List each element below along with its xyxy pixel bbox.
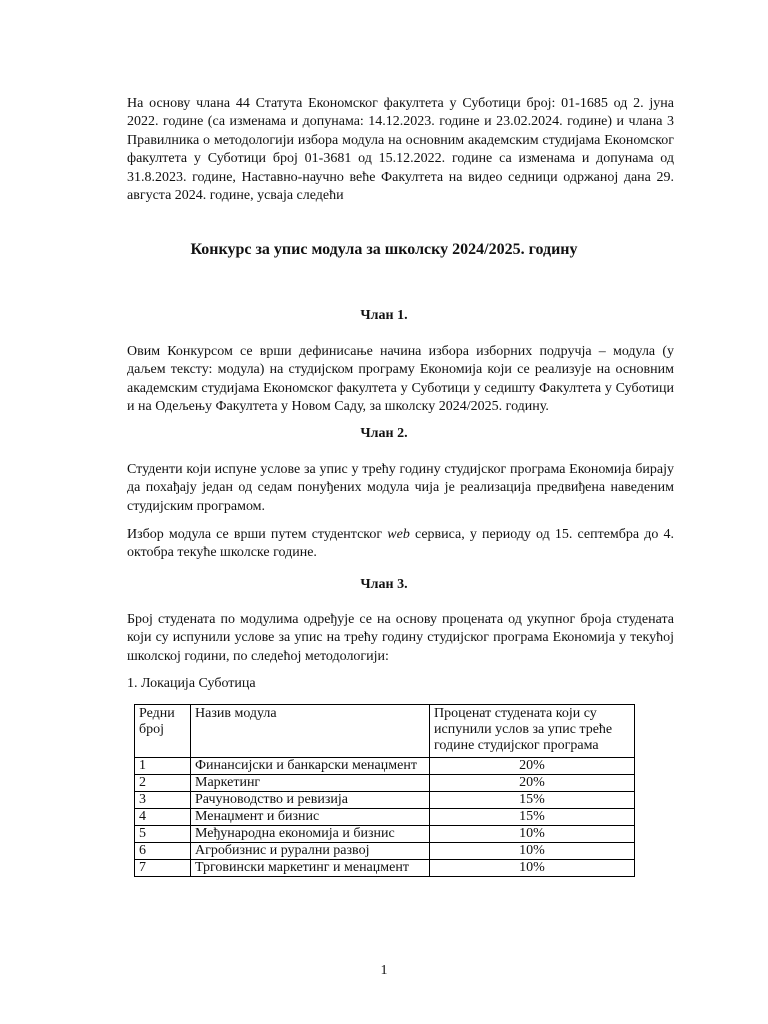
preamble-paragraph: На основу члана 44 Статута Економског факултета у Суботици број: 01-1685 од 2. јуна 2022. године (са изменама и допунама: 14.12.2023. године и 23.02.2024. године) и члана 3 Правилника о методологији избора модула на основним академским студијама Економског факултета у Суботици број 01-3681 од 15.12.2022. године са изменама и допунама од 31.8.2023. године, Наставно-научно веће Факултета на видео седници одржаној дана 29. августа 2024. године, усваја следећи — [127, 96, 674, 204]
row-percent: 10% — [430, 826, 635, 843]
row-percent: 10% — [430, 860, 635, 877]
header-number: Редни број — [135, 705, 191, 758]
row-module-name: Финансијски и банкарски менаџмент — [191, 758, 430, 775]
header-name: Назив модула — [191, 705, 430, 758]
article-2-text-before: Избор модула се врши путем студентског — [127, 527, 388, 542]
header-percent: Проценат студената који су испунили услов за упис треће године студијског програма — [430, 705, 635, 758]
row-percent: 15% — [430, 792, 635, 809]
row-percent: 20% — [430, 775, 635, 792]
table-row — [135, 809, 635, 826]
row-number: 5 — [135, 826, 191, 843]
row-module-name: Рачуноводство и ревизија — [191, 792, 430, 809]
row-module-name: Агробизнис и рурални развој — [191, 843, 430, 860]
article-1-paragraph: Овим Конкурсом се врши дефинисање начина избора изборних подручја – модула (у даљем тексту: модула) на студијском програму Економија који се реализује на основним академским студијама Економског факултета у Суботици у седишту Факултета у Суботици и на Одељењу Факултета у Новом Саду, за школску 2024/2025. годину. — [127, 344, 674, 415]
article-2-heading: Члан 2. — [360, 426, 408, 441]
table-row — [135, 758, 635, 775]
row-number: 6 — [135, 843, 191, 860]
row-percent: 10% — [430, 843, 635, 860]
row-module-name: Менаџмент и бизнис — [191, 809, 430, 826]
table-row — [135, 860, 635, 877]
table-row — [135, 792, 635, 809]
row-percent: 15% — [430, 809, 635, 826]
table-row — [135, 843, 635, 860]
row-number: 2 — [135, 775, 191, 792]
row-module-name: Међународна економија и бизнис — [191, 826, 430, 843]
row-number: 1 — [135, 758, 191, 775]
web-term: web — [387, 527, 410, 542]
row-percent: 20% — [430, 758, 635, 775]
article-1-heading: Члан 1. — [360, 308, 408, 323]
row-module-name: Маркетинг — [191, 775, 430, 792]
row-number: 4 — [135, 809, 191, 826]
table-row — [135, 775, 635, 792]
article-3-paragraph: Број студената по модулима одређује се на основу процената од укупног броја студената који су испунили услове за упис на трећу годину студијског програма Економија у текућој школској години, по следећој методологији: — [127, 612, 674, 664]
page-number: 1 — [380, 963, 388, 978]
article-2-paragraph-1: Студенти који испуне услове за упис у трећу годину студијског програма Економија бирају да похађају један од седам понуђених модула чија је реализација предвиђена наведеним студијским програмом. — [127, 462, 674, 514]
document-title: Конкурс за упис модула за школску 2024/2025. годину — [190, 241, 578, 258]
article-3-heading: Члан 3. — [360, 577, 408, 592]
table-header-row — [135, 705, 635, 758]
modules-table — [134, 704, 635, 877]
article-2-text-after: сервиса, у периоду од 15. септембра до 4. октобра текуће школске године. — [127, 527, 674, 561]
table-row — [135, 826, 635, 843]
article-2-paragraph-2 — [127, 526, 674, 563]
row-number: 7 — [135, 860, 191, 877]
row-number: 3 — [135, 792, 191, 809]
row-module-name: Трговински маркетинг и менаџмент — [191, 860, 430, 877]
location-subotica-label: 1. Локација Суботица — [127, 676, 256, 691]
